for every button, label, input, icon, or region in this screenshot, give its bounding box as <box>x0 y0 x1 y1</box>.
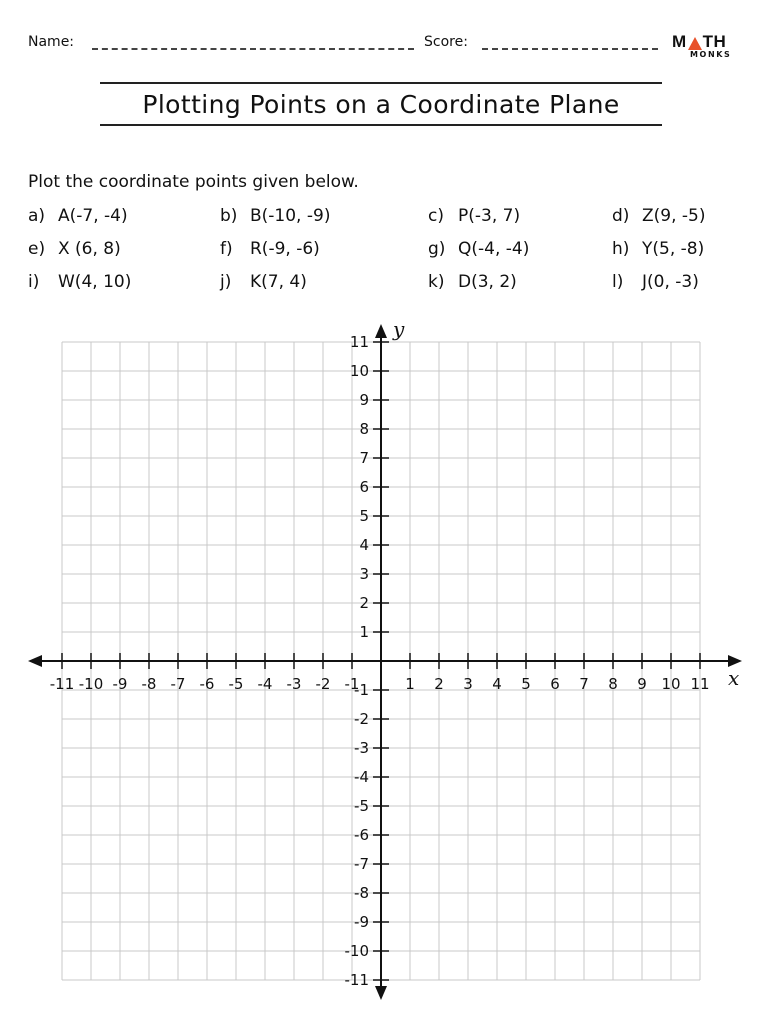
problem-label: d) <box>612 206 630 226</box>
problem-label: b) <box>220 206 238 226</box>
problem-label: i) <box>28 272 40 292</box>
y-tick-label: -10 <box>344 942 369 960</box>
y-tick-label: 6 <box>359 478 369 496</box>
problem-point: Q(-4, -4) <box>458 239 530 259</box>
x-tick-label: -9 <box>112 675 128 693</box>
problem-point: R(-9, -6) <box>250 239 320 259</box>
problem-item <box>220 239 320 259</box>
y-axis-arrow-up <box>375 324 387 338</box>
problem-point: P(-3, 7) <box>458 206 521 226</box>
y-tick-label: -11 <box>344 971 369 989</box>
problem-item <box>612 239 704 259</box>
header <box>0 30 768 60</box>
y-tick-label: 4 <box>359 536 369 554</box>
x-tick-label: -3 <box>286 675 302 693</box>
problem-item <box>28 206 128 226</box>
x-tick-label: -6 <box>199 675 215 693</box>
x-tick-label: 1 <box>405 675 415 693</box>
triangle-icon <box>688 37 702 50</box>
score-label: Score: <box>424 34 468 50</box>
y-tick-label: -1 <box>354 681 369 699</box>
problem-label: k) <box>428 272 445 292</box>
problem-label: c) <box>428 206 444 226</box>
x-axis-label: x <box>728 666 740 690</box>
y-tick-label: 8 <box>359 420 369 438</box>
x-tick-label: 8 <box>608 675 618 693</box>
y-tick-label: -2 <box>354 710 369 728</box>
y-tick-label: -6 <box>354 826 369 844</box>
y-tick-label: -8 <box>354 884 369 902</box>
problem-label: a) <box>28 206 46 226</box>
problem-item <box>28 239 121 259</box>
problem-item <box>28 272 131 292</box>
problem-point: K(7, 4) <box>250 272 307 292</box>
problem-item <box>612 206 705 226</box>
y-tick-label: 3 <box>359 565 369 583</box>
problem-point: A(-7, -4) <box>58 206 128 226</box>
x-tick-label: 4 <box>492 675 502 693</box>
problem-item <box>220 206 330 226</box>
x-tick-label: -11 <box>49 675 75 693</box>
y-tick-label: -9 <box>354 913 369 931</box>
x-tick-label: 11 <box>690 675 710 693</box>
math-monks-logo <box>672 32 736 64</box>
y-tick-label: -5 <box>354 797 369 815</box>
x-tick-label: -5 <box>228 675 244 693</box>
problem-label: l) <box>612 272 624 292</box>
problem-item <box>220 272 307 292</box>
score-field[interactable] <box>482 48 658 50</box>
y-axis-arrow-down <box>375 986 387 1000</box>
y-axis-label: y <box>393 317 405 341</box>
x-tick-label: -10 <box>78 675 104 693</box>
coordinate-plane[interactable] <box>0 310 768 1010</box>
problem-label: f) <box>220 239 233 259</box>
y-tick-label: 11 <box>349 333 369 351</box>
y-tick-label: 7 <box>359 449 369 467</box>
y-tick-label: 1 <box>359 623 369 641</box>
problem-item <box>428 206 520 226</box>
problem-item <box>612 272 699 292</box>
y-tick-label: -4 <box>354 768 369 786</box>
x-tick-label: -2 <box>315 675 331 693</box>
x-tick-label: 9 <box>637 675 647 693</box>
y-tick-label: -7 <box>354 855 369 873</box>
x-tick-label: -4 <box>257 675 273 693</box>
problem-point: Y(5, -8) <box>642 239 705 259</box>
logo-subtext: MONKS <box>690 50 732 59</box>
x-tick-label: -7 <box>170 675 186 693</box>
name-label: Name: <box>28 34 75 50</box>
x-tick-label: -1 <box>344 675 360 693</box>
problem-label: h) <box>612 239 630 259</box>
x-tick-label: 6 <box>550 675 560 693</box>
x-tick-label: 7 <box>579 675 589 693</box>
x-tick-label: 3 <box>463 675 473 693</box>
problem-point: Z(9, -5) <box>642 206 706 226</box>
problem-point: D(3, 2) <box>458 272 517 292</box>
y-tick-label: 9 <box>359 391 369 409</box>
problem-point: X (6, 8) <box>58 239 121 259</box>
logo-text-prefix: M <box>672 32 687 51</box>
y-tick-label: 5 <box>359 507 369 525</box>
y-tick-label: -3 <box>354 739 369 757</box>
problem-label: j) <box>220 272 232 292</box>
problem-point: W(4, 10) <box>58 272 132 292</box>
x-tick-label: 5 <box>521 675 531 693</box>
x-tick-label: -8 <box>141 675 157 693</box>
problem-label: e) <box>28 239 46 259</box>
x-axis-arrow-left <box>28 655 42 667</box>
logo-text-suffix: TH <box>702 32 727 51</box>
x-tick-label: 2 <box>434 675 444 693</box>
worksheet-title: Plotting Points on a Coordinate Plane <box>142 89 620 119</box>
problem-label: g) <box>428 239 446 259</box>
name-field[interactable] <box>92 48 414 50</box>
problem-item <box>428 272 517 292</box>
x-tick-label: 10 <box>661 675 681 693</box>
y-tick-label: 2 <box>359 594 369 612</box>
title-box <box>100 82 662 126</box>
problem-point: J(0, -3) <box>642 272 699 292</box>
problem-point: B(-10, -9) <box>250 206 331 226</box>
y-tick-label: 10 <box>349 362 369 380</box>
instruction-text: Plot the coordinate points given below. <box>28 172 359 192</box>
problem-item <box>428 239 529 259</box>
